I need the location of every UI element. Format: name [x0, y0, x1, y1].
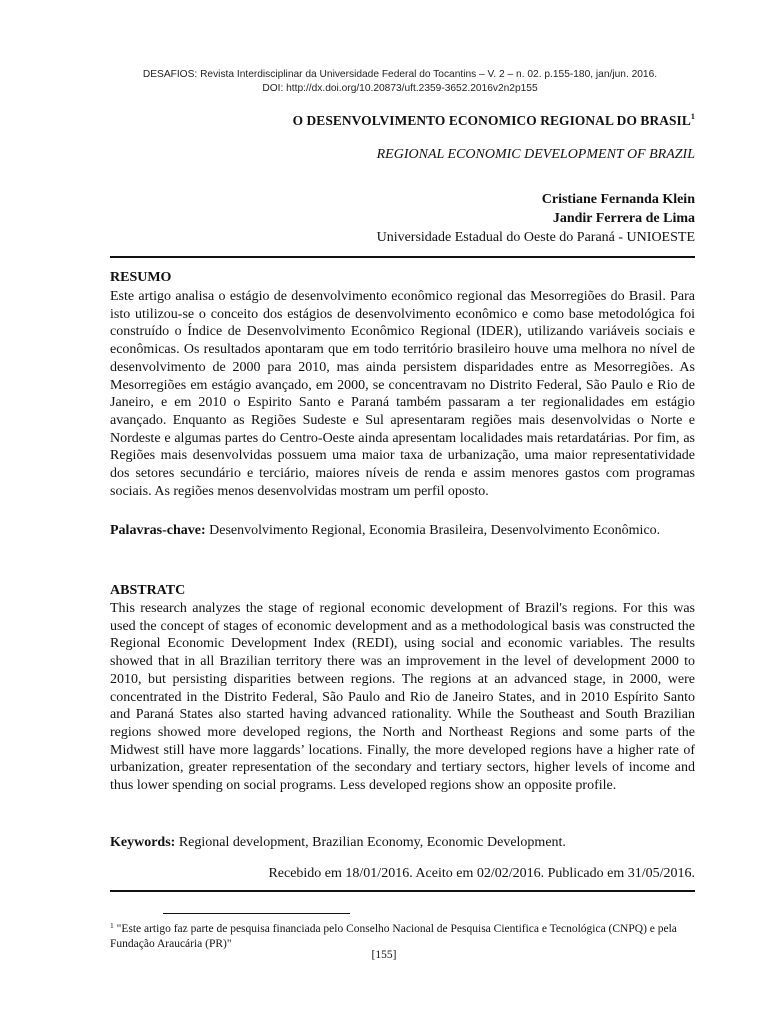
- article-title: [110, 112, 695, 129]
- author-name: Cristiane Fernanda Klein: [541, 192, 695, 207]
- keywords-label: Keywords:: [110, 835, 176, 850]
- resumo-heading: RESUMO: [110, 270, 172, 285]
- abstract-text: This research analyzes the stage of regional economic development of Brazil's regions. For this was used the concept of stages of economic development and as a methodological basis was constructed the Regional Economic Development Index (REDI), using social and economic variables. The results showed that in all Brazilian territory there was an improvement in the level of development 2000 to 2010, but persisting disparities between regions. The regions at an advanced stage, in 2000, were concentrated in the Distrito Federal, São Paulo and Rio de Janeiro States, and in 2010 Espírito Santo and Paraná States also started having advanced rationality. While the Southeast and South Brazilian regions showed more developed regions, the North and Northeast Regions and some parts of the Midwest still have more laggards’ locations. Finally, the more developed regions have a higher rate of urbanization, greater representation of the secondary and tertiary sectors, higher levels of income and thus lower spending on social programs. Less developed regions show an opposite profile.: [110, 601, 695, 794]
- doi-line[interactable]: DOI: http://dx.doi.org/10.20873/uft.2359-3652.2016v2n2p155: [262, 83, 538, 94]
- article-title-text: O DESENVOLVIMENTO ECONOMICO REGIONAL DO BRASIL: [292, 113, 691, 128]
- palavras-chave: [110, 522, 695, 540]
- footnote-marker: 1: [110, 921, 114, 930]
- keywords: [110, 834, 695, 852]
- dates-divider: [110, 890, 695, 892]
- header-divider: [110, 256, 695, 258]
- footnote-separator: [163, 913, 350, 914]
- palavras-chave-label: Palavras-chave:: [110, 523, 206, 538]
- journal-citation: DESAFIOS: Revista Interdisciplinar da Universidade Federal do Tocantins – V. 2 – n. 02. p.155-180, jan/jun. 2016.: [142, 69, 658, 80]
- article-title-english: REGIONAL ECONOMIC DEVELOPMENT OF BRAZIL: [376, 147, 695, 162]
- palavras-chave-text: Desenvolvimento Regional, Economia Brasileira, Desenvolvimento Econômico.: [209, 523, 661, 538]
- page-number: [155]: [371, 949, 397, 961]
- submission-dates: Recebido em 18/01/2016. Aceito em 02/02/2016. Publicado em 31/05/2016.: [268, 866, 695, 881]
- author-name: Jandir Ferrera de Lima: [552, 211, 695, 226]
- keywords-text: Regional development, Brazilian Economy, Economic Development.: [178, 835, 566, 850]
- title-footnote-marker[interactable]: 1: [690, 112, 695, 121]
- author-block: [110, 190, 695, 247]
- journal-header: [120, 68, 680, 96]
- resumo-text: Este artigo analisa o estágio de desenvolvimento econômico regional das Mesorregiões do Brasil. Para isto utilizou-se o conceito dos estágios de desenvolvimento econômico e como base metodológica foi construído o Índice de Desenvolvimento Econômico Regional (IDER), utilizando variáveis sociais e econômicas. Os resultados apontaram que em todo território brasileiro houve uma melhora no nível de desenvolvimento de 2000 para 2010, mas ainda persistem disparidades entre as Mesorregiões. As Mesorregiões em estágio avançado, em 2000, se concentravam no Distrito Federal, São Paulo e Rio de Janeiro, e em 2010 o Espirito Santo e Paraná também passaram a ter regionalidades em estágio avançado. Enquanto as Regiões Sudeste e Sul apresentaram regiões mais desenvolvidas o Norte e Nordeste e algumas partes do Centro-Oeste ainda apresentam localidades mais retardatárias. Por fim, as Regiões mais desenvolvidas possuem uma maior taxa de urbanização, uma maior representatividade dos setores secundário e terciário, maiores níveis de renda e assim menores gastos com programas sociais. As regiões menos desenvolvidas mostram um perfil oposto.: [110, 289, 695, 499]
- abstract-heading: ABSTRATC: [110, 583, 186, 598]
- footnote: [110, 918, 695, 952]
- author-affiliation: Universidade Estadual do Oeste do Paraná - UNIOESTE: [376, 230, 695, 245]
- footnote-text: "Este artigo faz parte de pesquisa financiada pelo Conselho Nacional de Pesquisa Cientifica e Tecnológica (CNPQ) e pela Fundação Araucária (PR)": [110, 923, 677, 950]
